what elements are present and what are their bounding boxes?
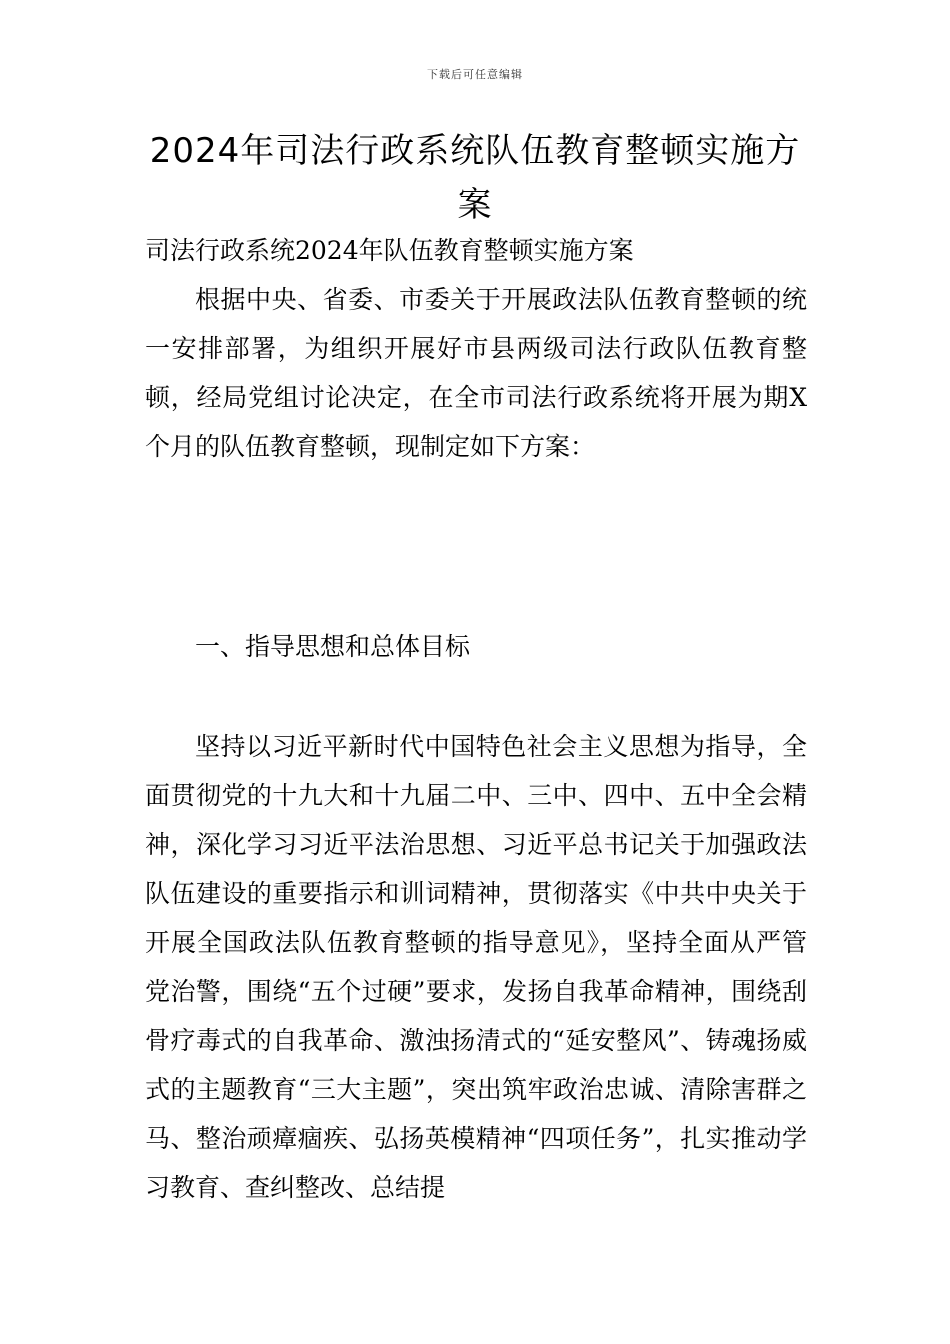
section-paragraph-guiding-ideology: 坚持以习近平新时代中国特色社会主义思想为指导，全面贯彻党的十九大和十九届二中、三中、四中、五中全会精神，深化学习习近平法治思想、习近平总书记关于加强政法队伍建设的重要指示和训词精神，贯彻落实《中共中央关于开展全国政法队伍教育整顿的指导意见》，坚持全面从严管党治警，围绕“五个过硬”要求，发扬自我革命精神，围绕刮骨疗毒式的自我革命、激浊扬清式的“延安整风”、铸魂扬威式的主题教育“三大主题”，突出筑牢政治忠诚、清除害群之马、整治顽瘴痼疾、弘扬英模精神“四项任务”，扎实推动学习教育、查纠整改、总结提 [145, 732, 807, 1202]
section-heading-guiding-ideology: 一、指导思想和总体目标 [195, 632, 471, 661]
header-note: 下载后可任意编辑 [427, 68, 523, 81]
document-title: 2024年司法行政系统队伍教育整顿实施方案 [149, 131, 801, 225]
intro-paragraph: 根据中央、省委、市委关于开展政法队伍教育整顿的统一安排部署，为组织开展好市县两级司法行政队伍教育整顿，经局党组讨论决定，在全市司法行政系统将开展为期X个月的队伍教育整顿，现制定如下方案： [145, 285, 807, 461]
document-subtitle: 司法行政系统2024年队伍教育整顿实施方案 [145, 236, 634, 265]
